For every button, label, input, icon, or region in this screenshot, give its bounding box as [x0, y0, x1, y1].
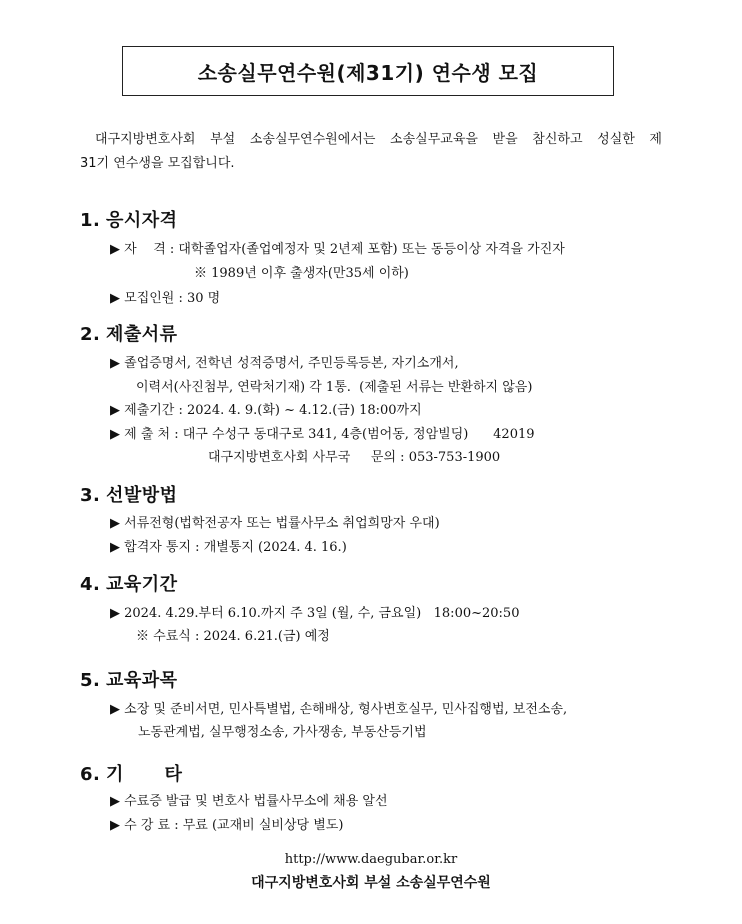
document-title-text: 소송실무연수원(제31기) 연수생 모집 [197, 60, 539, 85]
section-6-heading [80, 760, 182, 786]
section-1-line-1: ▶ 자 격 : 대학졸업자(졸업예정자 및 2년제 포함) 또는 동등이상 자격을 가진자 [110, 242, 565, 257]
section-2-heading [80, 320, 178, 346]
section-4-line-2: ※ 수료식 : 2024. 6.21.(금) 예정 [136, 629, 330, 644]
section-6-number: 6. [80, 764, 101, 785]
section-2-line-5: 대구지방변호사회 사무국 문의 : 053-753-1900 [208, 450, 501, 465]
section-5-heading [80, 666, 178, 692]
section-4-heading [80, 570, 178, 596]
section-6-title: 기 타 [106, 764, 183, 785]
document-title [122, 46, 614, 96]
section-1-number: 1. [80, 210, 101, 231]
section-2-number: 2. [80, 324, 101, 345]
section-3-number: 3. [80, 485, 101, 506]
section-3-heading [80, 481, 178, 507]
section-1-line-2: ※ 1989년 이후 출생자(만35세 이하) [194, 266, 409, 281]
section-4-number: 4. [80, 574, 101, 595]
section-5-line-2: 노동관계법, 실무행정소송, 가사쟁송, 부동산등기법 [138, 725, 427, 740]
section-5-line-1: ▶ 소장 및 준비서면, 민사특별법, 손해배상, 형사변호실무, 민사집행법, 보전소송, [110, 702, 568, 717]
section-4-title: 교육기간 [106, 574, 178, 595]
section-3-title: 선발방법 [106, 485, 178, 506]
section-4-line-1: ▶ 2024. 4.29.부터 6.10.까지 주 3일 (월, 수, 금요일) 18:00~20:50 [110, 606, 520, 621]
section-6-line-1: ▶ 수료증 발급 및 변호사 법률사무소에 채용 알선 [110, 794, 388, 809]
section-1-title: 응시자격 [106, 210, 178, 231]
intro-line-2: 31기 연수생을 모집합니다. [80, 156, 235, 171]
section-2-title: 제출서류 [106, 324, 178, 345]
section-2-line-2: 이력서(사진첨부, 연락처기재) 각 1통. (제출된 서류는 반환하지 않음) [136, 380, 533, 395]
section-5-number: 5. [80, 670, 101, 691]
section-1-line-3: ▶ 모집인원 : 30 명 [110, 291, 221, 306]
section-2-line-3: ▶ 제출기간 : 2024. 4. 9.(화) ~ 4.12.(금) 18:00까지 [110, 403, 422, 418]
intro-line-1: 대구지방변호사회 부설 소송실무연수원에서는 소송실무교육을 받을 참신하고 성실한 제 [95, 132, 662, 147]
section-6-line-2: ▶ 수 강 료 : 무료 (교재비 실비상당 별도) [110, 818, 344, 833]
section-2-line-4: ▶ 제 출 처 : 대구 수성구 동대구로 341, 4층(범어동, 정암빌딩) 42019 [110, 427, 535, 442]
section-3-line-1: ▶ 서류전형(법학전공자 또는 법률사무소 취업희망자 우대) [110, 516, 440, 531]
intro-paragraph [80, 128, 662, 176]
section-5-title: 교육과목 [106, 670, 178, 691]
footer-url[interactable]: http://www.daegubar.or.kr [284, 852, 458, 867]
footer-organization: 대구지방변호사회 부설 소송실무연수원 [251, 875, 491, 891]
section-2-line-1: ▶ 졸업증명서, 전학년 성적증명서, 주민등록등본, 자기소개서, [110, 356, 459, 371]
section-1-heading [80, 206, 178, 232]
section-3-line-2: ▶ 합격자 통지 : 개별통지 (2024. 4. 16.) [110, 540, 347, 555]
